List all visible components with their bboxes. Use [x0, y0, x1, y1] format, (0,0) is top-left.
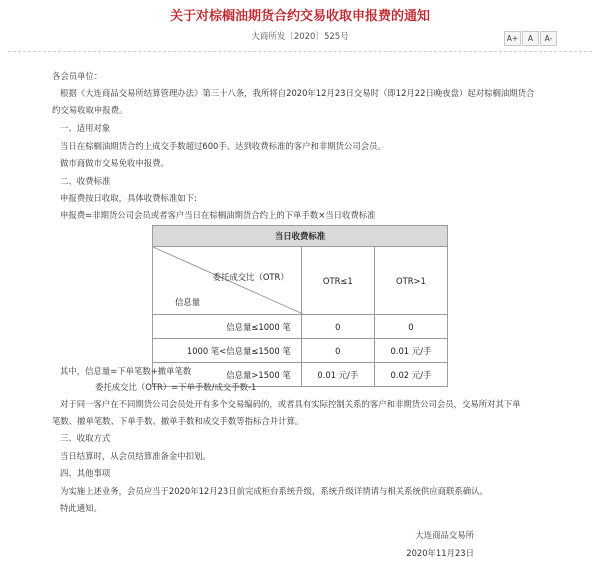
- fee-table-diagonal-header: [153, 247, 302, 315]
- section-4-paragraph-1: 为实施上述业务，会员应当于2020年12月23日前完成柜台系统升级，系统升级详情请与相关系统供应商联系确认。: [60, 486, 488, 496]
- row-label: 信息量≤1000 笔: [153, 315, 302, 339]
- diag-header-info: 信息量: [175, 297, 201, 307]
- table-row: [153, 315, 448, 339]
- section-heading-1: 一、适用对象: [60, 123, 111, 133]
- closing-line: 特此通知。: [60, 503, 102, 513]
- section-2-paragraph-3-line-1: 对于同一客户在不同期货公司会员处开有多个交易编码的，或者具有实际控制关系的客户和非期货公司会员，交易所对其下单: [60, 399, 521, 409]
- cell-otr-le-1: 0: [301, 315, 374, 339]
- section-heading-2: 二、收费标准: [60, 176, 111, 186]
- header-divider: [8, 51, 592, 52]
- diag-header-otr: 委托成交比（OTR）: [212, 272, 289, 282]
- cell-otr-le-1: 0: [301, 339, 374, 363]
- fee-table-title: 当日收费标准: [153, 226, 448, 247]
- row-label: 信息量>1500 笔: [153, 363, 302, 387]
- col-header-otr-gt-1: OTR>1: [374, 247, 447, 315]
- intro-line-2: 约交易收取申报费。: [52, 105, 128, 115]
- section-2-paragraph-3-line-2: 笔数、撤单笔数、下单手数、撤单手数和成交手数等指标合并计算。: [52, 416, 304, 426]
- section-1-paragraph-1: 当日在棕榈油期货合约上成交手数超过600手、达到收费标准的客户和非期货公司会员。: [60, 141, 386, 151]
- definition-info-volume: 其中，信息量=下单笔数+撤单笔数: [60, 366, 192, 376]
- cell-otr-le-1: 0.01 元/手: [301, 363, 374, 387]
- col-header-otr-le-1: OTR≤1: [301, 247, 374, 315]
- font-decrease-button[interactable]: A-: [540, 31, 557, 46]
- fee-standard-table: [152, 225, 448, 387]
- signature-organization: 大连商品交易所: [415, 530, 474, 540]
- intro-line-1: 根据《大连商品交易所结算管理办法》第三十八条，我所将自2020年12月23日交易时（即12月22日晚夜盘）起对棕榈油期货合: [60, 88, 535, 98]
- section-2-paragraph-2: 申报费=非期货公司会员或者客户当日在棕榈油期货合约上的下单手数×当日收费标准: [60, 210, 376, 220]
- cell-otr-gt-1: 0.02 元/手: [374, 363, 447, 387]
- section-3-paragraph-1: 当日结算时，从会员结算准备金中扣划。: [60, 451, 211, 461]
- cell-otr-gt-1: 0: [374, 315, 447, 339]
- salutation: 各会员单位：: [52, 71, 103, 81]
- section-heading-3: 三、收取方式: [60, 433, 111, 443]
- font-reset-button[interactable]: A: [522, 31, 539, 46]
- signature-date: 2020年11月23日: [406, 548, 474, 558]
- page-title: 关于对棕榈油期货合约交易收取申报费的通知: [169, 9, 430, 24]
- definition-otr: 委托成交比（OTR）=下单手数/成交手数-1: [95, 382, 257, 392]
- document-number: 大商所发〔2020〕525号: [251, 32, 349, 42]
- row-label: 1000 笔<信息量≤1500 笔: [153, 339, 302, 363]
- section-2-paragraph-1: 申报费按日收取，具体收费标准如下:: [60, 193, 197, 203]
- cell-otr-gt-1: 0.01 元/手: [374, 339, 447, 363]
- section-heading-4: 四、其他事项: [60, 468, 111, 478]
- section-1-paragraph-2: 做市商做市交易免收申报费。: [60, 158, 169, 168]
- font-increase-button[interactable]: A+: [504, 31, 521, 46]
- table-row: [153, 339, 448, 363]
